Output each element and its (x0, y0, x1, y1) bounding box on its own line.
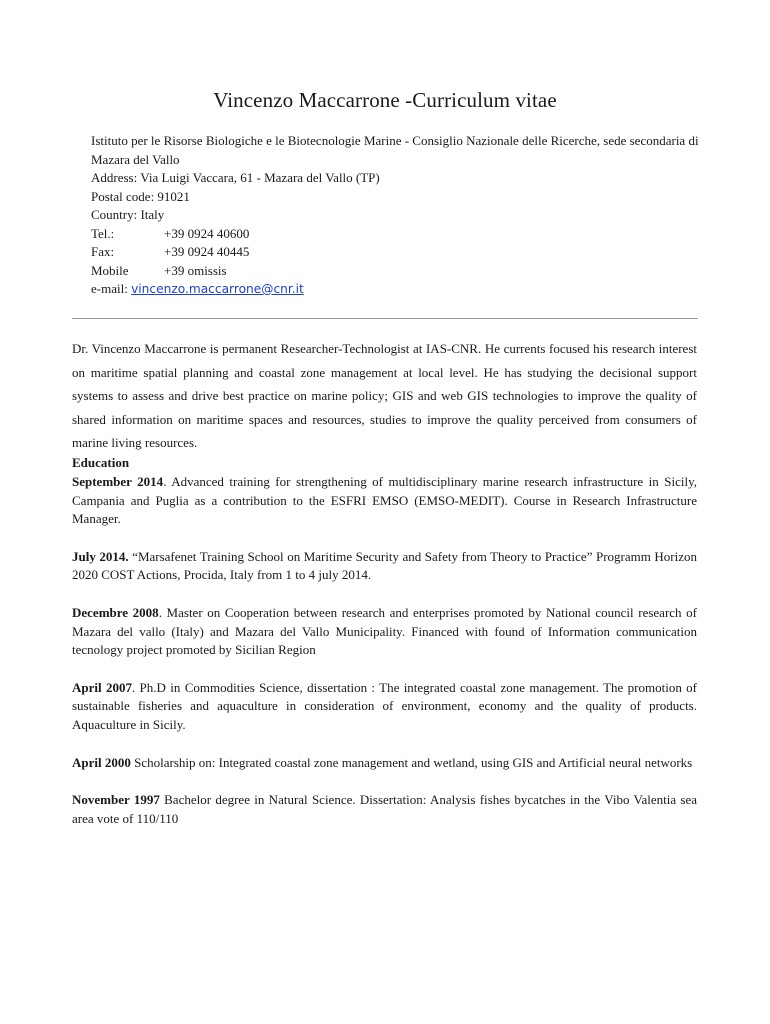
education-section (72, 454, 697, 847)
email-line (91, 280, 711, 299)
profile-summary: Dr. Vincenzo Maccarrone is permanent Researcher-Technologist at IAS-CNR. He currents focused his research interest on maritime spatial planning and coastal zone management at local level. He has studying the decisional support systems to assess and drive best practice on marine policy; GIS and web GIS technologies to improve the quality of shared information on maritime spaces and resources, studies to improve the quality perceived from consumers of marine living resources. (72, 341, 697, 450)
entry-date: July 2014. (72, 548, 129, 564)
entry-text: “Marsafenet Training School on Maritime Security and Safety from Theory to Practice” Programm Horizon 2020 COST Actions, Procida, Italy from 1 to 4 july 2014. (72, 548, 698, 583)
education-entry (72, 604, 697, 660)
entry-text: . Ph.D in Commodities Science, dissertation : The integrated coastal zone management. The promotion of sustainable fisheries and aquaculture in consideration of environment, economy and the quality of products. Aquaculture in Sicily. (72, 679, 697, 733)
mobile-line (91, 262, 711, 281)
section-divider (72, 318, 698, 319)
entry-date: September 2014 (72, 473, 164, 489)
entry-date: Decembre 2008 (72, 604, 159, 620)
fax-label: Fax: (91, 244, 115, 259)
education-entry (72, 754, 697, 773)
country-line: Country: Italy (91, 207, 165, 222)
postal-code-line: Postal code: 91021 (91, 188, 190, 204)
education-entry (72, 473, 697, 529)
mobile-label: Mobile (91, 262, 129, 278)
tel-line (91, 225, 711, 244)
entry-text: Bachelor degree in Natural Science. Dissertation: Analysis fishes bycatches in the Vibo Valentia sea area vote of 110/110 (72, 791, 697, 826)
education-entry (72, 548, 697, 586)
entry-text: Scholarship on: Integrated coastal zone management and wetland, using GIS and Artificial neural networks (130, 754, 693, 770)
page-title: Vincenzo Maccarrone -Curriculum vitae (213, 88, 557, 112)
entry-text: . Master on Cooperation between research and enterprises promoted by National council research of Mazara del vallo (Italy) and Mazara del Vallo Municipality. Financed with found of Information communication tecnology project promoted by Sicilian Region (72, 604, 698, 658)
address-line: Address: Via Luigi Vaccara, 61 - Mazara del Vallo (TP) (91, 170, 380, 185)
tel-label: Tel.: (91, 225, 115, 241)
email-link[interactable]: vincenzo.maccarrone@cnr.it (131, 282, 304, 296)
email-label: e-mail: (91, 281, 128, 296)
education-heading: Education (72, 455, 130, 470)
education-entry (72, 791, 697, 829)
mobile-value: +39 omissis (164, 262, 227, 278)
entry-date: April 2000 (72, 754, 131, 770)
tel-value: +39 0924 40600 (164, 225, 250, 241)
fax-value: +39 0924 40445 (164, 244, 250, 259)
entry-date: April 2007 (72, 679, 132, 695)
entry-date: November 1997 (72, 791, 160, 807)
fax-line (91, 243, 711, 262)
institute-name: Istituto per le Risorse Biologiche e le Biotecnologie Marine - Consiglio Nazionale delle Ricerche, sede secondaria di Mazara del Vallo (91, 133, 699, 167)
education-entry (72, 679, 697, 735)
entry-text: . Advanced training for strengthening of multidisciplinary marine research infrastructure in Sicily, Campania and Puglia as a contribution to the ESFRI EMSO (EMSO-MEDIT). Course in Research Infrastructure Manager. (72, 473, 697, 527)
contact-block (91, 132, 711, 299)
